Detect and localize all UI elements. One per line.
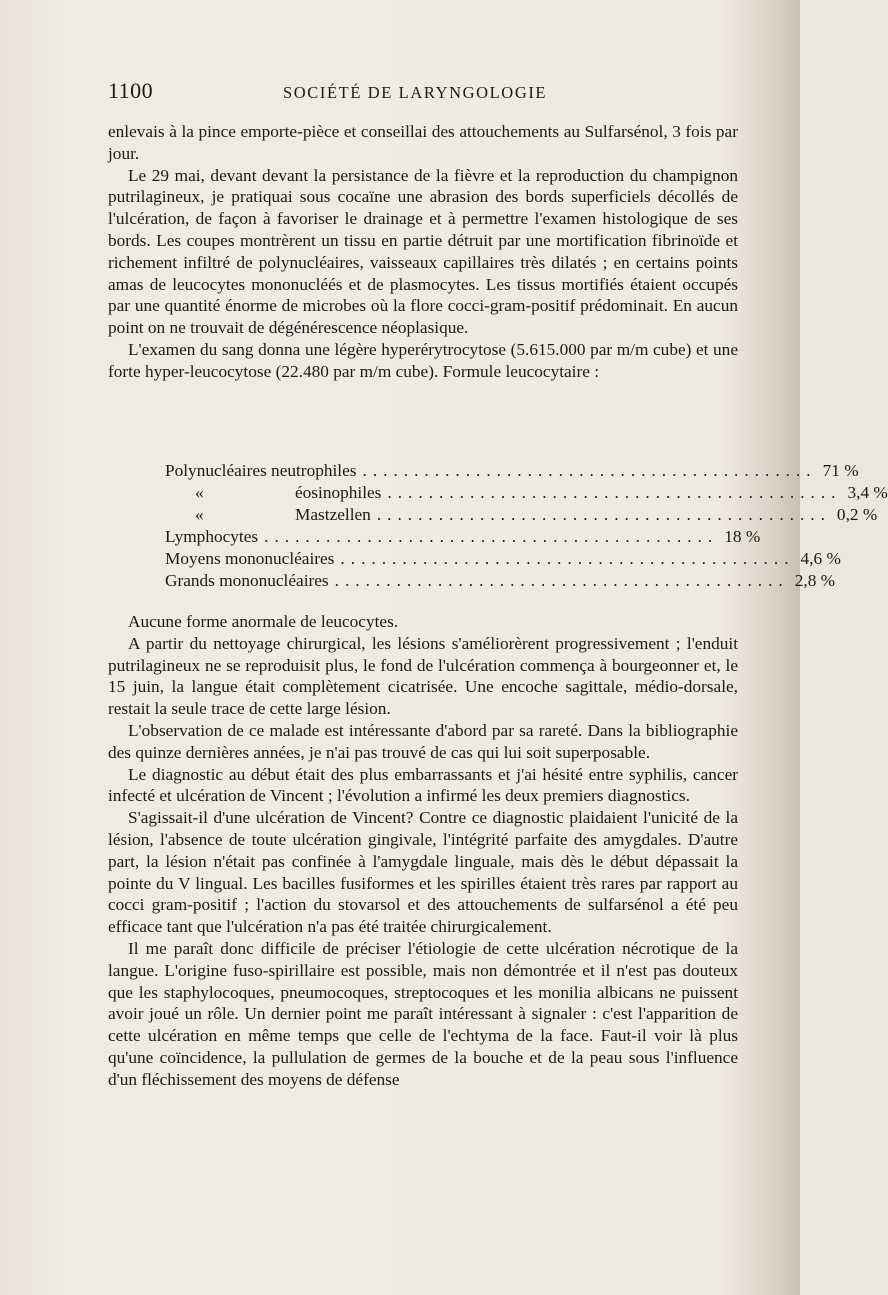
formula-row [165, 526, 761, 548]
formula-label: « éosinophiles [165, 482, 381, 504]
leukocyte-formula-table [165, 460, 888, 592]
leader-dots: ............................................ [340, 549, 795, 568]
paragraph: S'agissait-il d'une ulcération de Vincent? Contre ce diagnostic plaidaient l'unicité de la lésion, l'absence de toute ulcération gingivale, l'intégrité parfaite des amygdales. D'autre part, la lésion n'était pas confinée à l'amygdale linguale, mais dès le début dépassait la pointe du V lingual. Les bacilles fusiformes et les spirilles étaient très rares par rapport au cocci gram-positif ; l'action du stovarsol et des attouchements de sulfarsénol a été peu efficace tant que l'ulcération n'a pas été traitée chirurgicalement. [108, 808, 738, 937]
leader-dots: ............................................ [334, 571, 789, 590]
formula-value: 18 % [724, 527, 761, 546]
leader-dots: ............................................ [376, 505, 831, 524]
paragraph: enlevais à la pince emporte-pièce et conseillai des attouchements au Sulfarsénol, 3 fois par jour. [108, 122, 738, 163]
formula-value: 4,6 % [800, 549, 841, 568]
formula-value: 2,8 % [794, 571, 836, 590]
paragraph: Le 29 mai, devant devant la persistance de la fièvre et la reproduction du champignon putrilagineux, je pratiquai sous cocaïne une abrasion des bords superficiels décollés de l'ulcération, de façon à favoriser le drainage et à permettre l'examen histologique de ses bords. Les coupes montrèrent un tissu en partie détruit par une mortification fibrinoïde et richement infiltré de polynucléaires, vaisseaux capillaires très dilatés ; en certains points amas de leucocytes mononucléés et de plasmocytes. Les tissus mortifiés étaient occupés par une quantité énorme de microbes où la flore cocci-gram-positif prédominait. En aucun point on ne trouvait de dégénérescence néoplasique. [108, 165, 738, 338]
formula-value: 71 % [822, 461, 859, 480]
paragraph: Il me paraît donc difficile de préciser l'étiologie de cette ulcération nécrotique de la langue. L'origine fuso-spirillaire est possible, mais non démontrée et il n'est pas douteux que les staphylocoques, pneumocoques, streptocoques et les monilia albicans ne puissent avoir joué un rôle. Un dernier point me paraît intéressant à signaler : c'est l'apparition de cette ulcération en même temps que celle de l'echtyma de la face. Faut-il voir là plus qu'une coïncidence, la pullulation de germes de la bouche et de la peau sous l'influence d'un fléchissement des moyens de défense [108, 938, 738, 1089]
formula-label: « Mastzellen [165, 504, 371, 526]
body-text-top [108, 121, 738, 383]
formula-value: 0,2 % [836, 505, 878, 524]
paragraph: L'examen du sang donna une légère hyperérytrocytose (5.615.000 par m/m cube) et une forte hyper-leucocytose (22.480 par m/m cube). Formule leucocytaire : [108, 339, 738, 381]
formula-label: Lymphocytes [165, 527, 259, 546]
ditto-mark: « [195, 505, 204, 524]
paragraph: A partir du nettoyage chirurgical, les lésions s'améliorèrent progressivement ; l'enduit putrilagineux ne se reproduisit plus, le fond de l'ulcération commença à bourgeonner et, le 15 juin, la langue était complètement cicatrisée. Une encoche sagittale, médio-dorsale, restait la seule trace de cette large lésion. [108, 633, 738, 719]
formula-label: Grands mononucléaires [165, 571, 329, 590]
running-title: SOCIÉTÉ DE LARYNGOLOGIE [283, 83, 548, 102]
paragraph: Aucune forme anormale de leucocytes. [128, 612, 399, 631]
page-number: 1100 [108, 78, 154, 103]
formula-row [165, 548, 841, 570]
formula-row [165, 460, 859, 482]
formula-row [165, 482, 888, 504]
leader-dots: ............................................ [362, 461, 817, 480]
ditto-mark: « [195, 483, 204, 502]
leader-dots: ............................................ [264, 527, 719, 546]
formula-label: Moyens mononucléaires [165, 549, 335, 568]
formula-value: 3,4 % [847, 483, 888, 502]
formula-label: Polynucléaires neutrophiles [165, 461, 357, 480]
formula-row [165, 570, 836, 592]
formula-row [165, 504, 878, 526]
body-text-bottom [108, 611, 738, 1091]
paragraph: L'observation de ce malade est intéressante d'abord par sa rareté. Dans la bibliographie des quinze dernières années, je n'ai pas trouvé de cas qui lui soit superposable. [108, 720, 738, 762]
paragraph: Le diagnostic au début était des plus embarrassants et j'ai hésité entre syphilis, cancer infecté et ulcération de Vincent ; l'évolution a infirmé les deux premiers diagnostics. [108, 764, 738, 806]
page-header [108, 78, 738, 108]
leader-dots: ............................................ [387, 483, 842, 502]
